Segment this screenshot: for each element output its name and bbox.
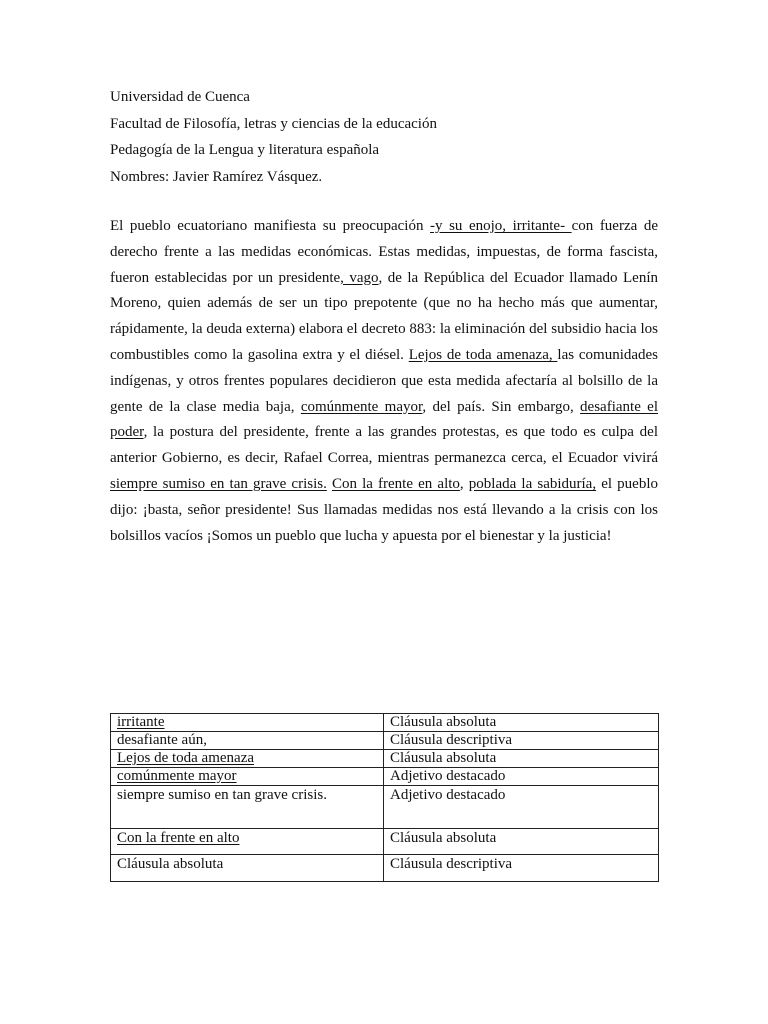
table-cell-type: Adjetivo destacado [384, 786, 659, 829]
underlined-phrase-irritante: -y su enojo, irritante- [430, 218, 572, 234]
underlined-phrase-sabiduria: poblada la sabiduría, [468, 475, 597, 492]
essay-text-4: las comunidades indígenas, y otros frentes populares decidieron que esta medida afectaría al bolsillo de la gente de la clase media baja, [110, 346, 659, 415]
phrase-text: siempre sumiso en tan grave crisis. [117, 787, 327, 803]
underlined-phrase-vago: , vago [340, 269, 379, 286]
table-row [111, 829, 659, 855]
table-cell-type: Cláusula descriptiva [384, 732, 659, 750]
document-header [110, 84, 658, 190]
underlined-phrase-frente: Con la frente en alto [331, 475, 460, 492]
table-cell-type: Cláusula descriptiva [384, 855, 659, 882]
table-cell-type: Cláusula absoluta [384, 829, 659, 855]
table-cell-type: Adjetivo destacado [384, 768, 659, 786]
table-cell-phrase [111, 714, 384, 732]
essay-text-1: El pueblo ecuatoriano manifiesta su preocupación [110, 218, 431, 234]
essay-text-3: , de la República del Ecuador llamado Lenín Moreno, quien además de ser un tipo prepotente (que no ha hecho más que aumentar, rápidamente, la deuda externa) elabora el decreto 883: la eliminación del subsidio hacia los combustibles como la gasolina extra y el diésel. [110, 269, 658, 363]
table-cell-phrase [111, 750, 384, 768]
phrase-text: Lejos de toda amenaza [117, 750, 255, 766]
table-cell-phrase [111, 786, 384, 829]
table-row [111, 855, 659, 882]
essay-text-2: con fuerza de derecho frente a las medidas económicas. Estas medidas, impuestas, de forma fascista, fueron establecidas por un presidente [110, 218, 658, 286]
table-row [111, 750, 659, 768]
table-row [111, 732, 659, 750]
table-cell-phrase [111, 829, 384, 855]
essay-paragraph [110, 214, 658, 549]
phrase-text: irritante [117, 714, 165, 730]
underlined-phrase-desafiante: desafiante el poder [110, 398, 659, 441]
table-cell-type: Cláusula absoluta [384, 714, 659, 732]
phrase-text: comúnmente mayor [117, 768, 237, 784]
underlined-phrase-sumiso: siempre sumiso en tan grave crisis. [110, 475, 327, 492]
underlined-phrase-comunmente: comúnmente mayor [300, 398, 423, 415]
clause-classification-table [110, 713, 659, 882]
table-cell-type: Cláusula absoluta [384, 750, 659, 768]
table-cell-phrase [111, 768, 384, 786]
essay-text-5: , del país. Sin embargo, [422, 398, 581, 415]
table-row [111, 768, 659, 786]
table-row [111, 786, 659, 829]
essay-text-6: , la postura del presidente, frente a las grandes protestas, es que todo es culpa del anterior Gobierno, es decir, Rafael Correa, mientras permanezca cerca, el Ecuador vivirá [110, 424, 658, 467]
table-row [111, 714, 659, 732]
phrase-text: Cláusula absoluta [117, 856, 224, 872]
table-cell-phrase [111, 732, 384, 750]
phrase-text: desafiante aún, [117, 732, 207, 748]
author-names: Nombres: Javier Ramírez Vásquez. [110, 168, 323, 185]
essay-text-8: , [459, 475, 469, 492]
table-cell-phrase [111, 855, 384, 882]
essay-text-9: el pueblo dijo: ¡basta, señor presidente! Sus llamadas medidas nos está llevando a la crisis con los bolsillos vacíos ¡Somos un pueblo que lucha y apuesta por el bienestar y la justicia! [110, 475, 658, 544]
university-name: Universidad de Cuenca [110, 89, 250, 105]
faculty-name: Facultad de Filosofía, letras y ciencias de la educación [110, 115, 437, 132]
program-name: Pedagogía de la Lengua y literatura española [110, 142, 380, 158]
phrase-text: Con la frente en alto [117, 830, 240, 846]
underlined-phrase-lejos: Lejos de toda amenaza, [408, 346, 558, 363]
